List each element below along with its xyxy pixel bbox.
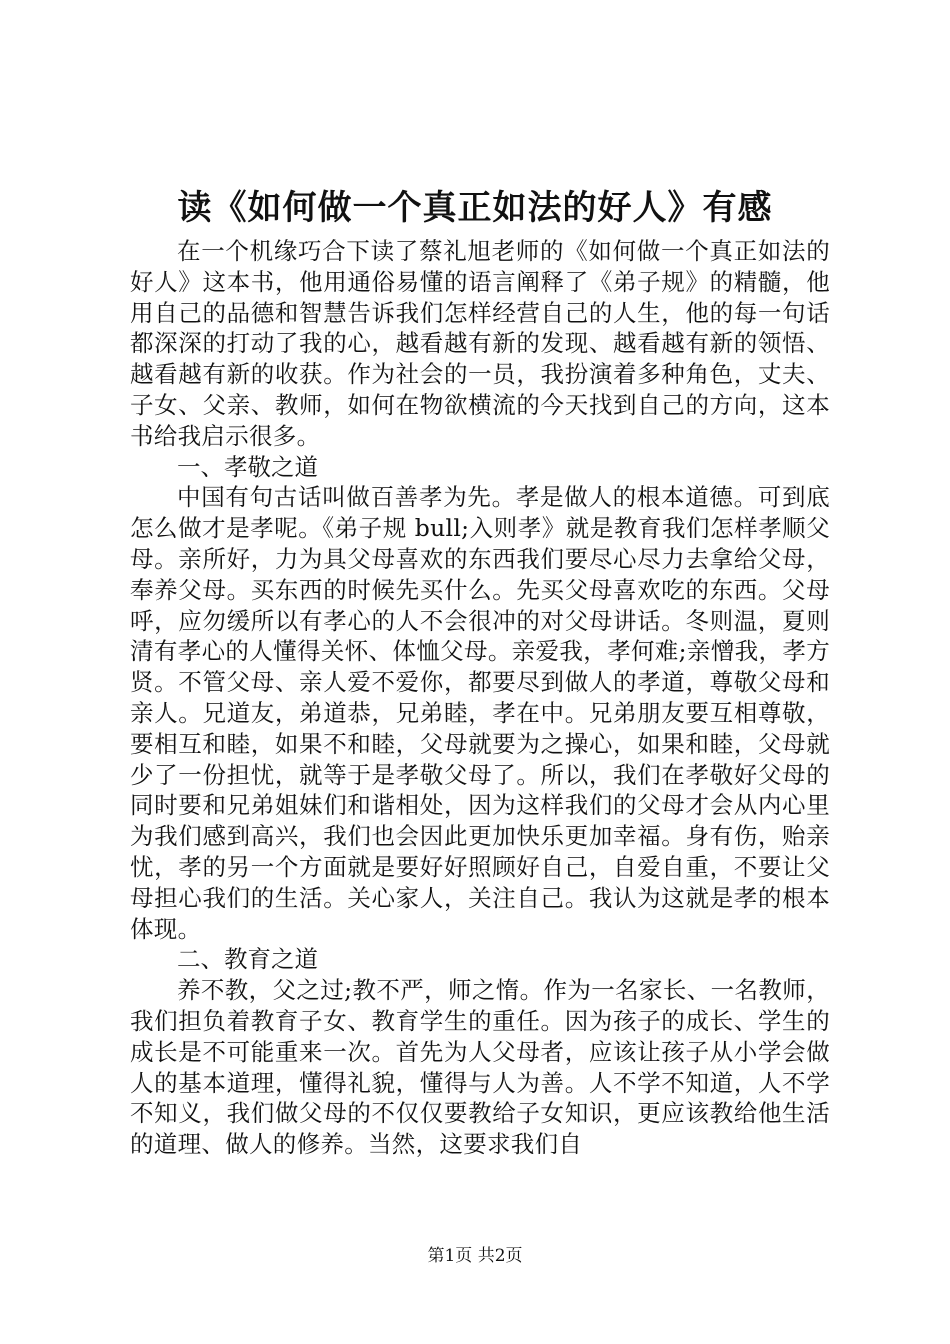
paragraph-intro: 在一个机缘巧合下读了蔡礼旭老师的《如何做一个真正如法的好人》这本书，他用通俗易懂的语言阐释了《弟子规》的精髓，他用自己的品德和智慧告诉我们怎样经营自己的人生，他的每一句话都深深的打动了我的心，越看越有新的发现、越看越有新的领悟、越看越有新的收获。作为社会的一员，我扮演着多种角色，丈夫、子女、父亲、教师，如何在物欲横流的今天找到自己的方向，这本书给我启示很多。 [130,237,830,450]
document-body [130,236,830,1160]
page-number-footer: 第1页 共2页 [427,1246,523,1266]
section-heading-filial-piety: 一、孝敬之道 [177,452,318,481]
document-title: 读《如何做一个真正如法的好人》有感 [177,188,773,228]
section-heading-education: 二、教育之道 [177,945,318,974]
paragraph-education: 养不教，父之过;教不严，师之惰。作为一名家长、一名教师，我们担负着教育子女、教育学生的重任。因为孩子的成长、学生的成长是不可能重来一次。首先为人父母者，应该让孩子从小学会做人的基本道理，懂得礼貌，懂得与人为善。人不学不知道，人不学不知义，我们做父母的不仅仅要教给子女知识，更应该教给他生活的道理、做人的修养。当然，这要求我们自 [130,976,830,1159]
paragraph-filial-piety: 中国有句古话叫做百善孝为先。孝是做人的根本道德。可到底怎么做才是孝呢。《弟子规 bull;入则孝》就是教育我们怎样孝顺父母。亲所好，力为具父母喜欢的东西我们要尽心尽力去拿给父母，奉养父母。买东西的时候先买什么。先买父母喜欢吃的东西。父母呼，应勿缓所以有孝心的人不会很冲的对父母讲话。冬则温，夏则清有孝心的人懂得关怀、体恤父母。亲爱我，孝何难;亲憎我，孝方贤。不管父母、亲人爱不爱你，都要尽到做人的孝道，尊敬父母和亲人。兄道友，弟道恭，兄弟睦，孝在中。兄弟朋友要互相尊敬，要相互和睦，如果不和睦，父母就要为之操心，如果和睦，父母就少了一份担忧，就等于是孝敬父母了。所以，我们在孝敬好父母的同时要和兄弟姐妹们和谐相处，因为这样我们的父母才会从内心里为我们感到高兴，我们也会因此更加快乐更加幸福。身有伤，贻亲忧，孝的另一个方面就是要好好照顾好自己，自爱自重，不要让父母担心我们的生活。关心家人，关注自己。我认为这就是孝的根本体现。 [130,483,830,943]
